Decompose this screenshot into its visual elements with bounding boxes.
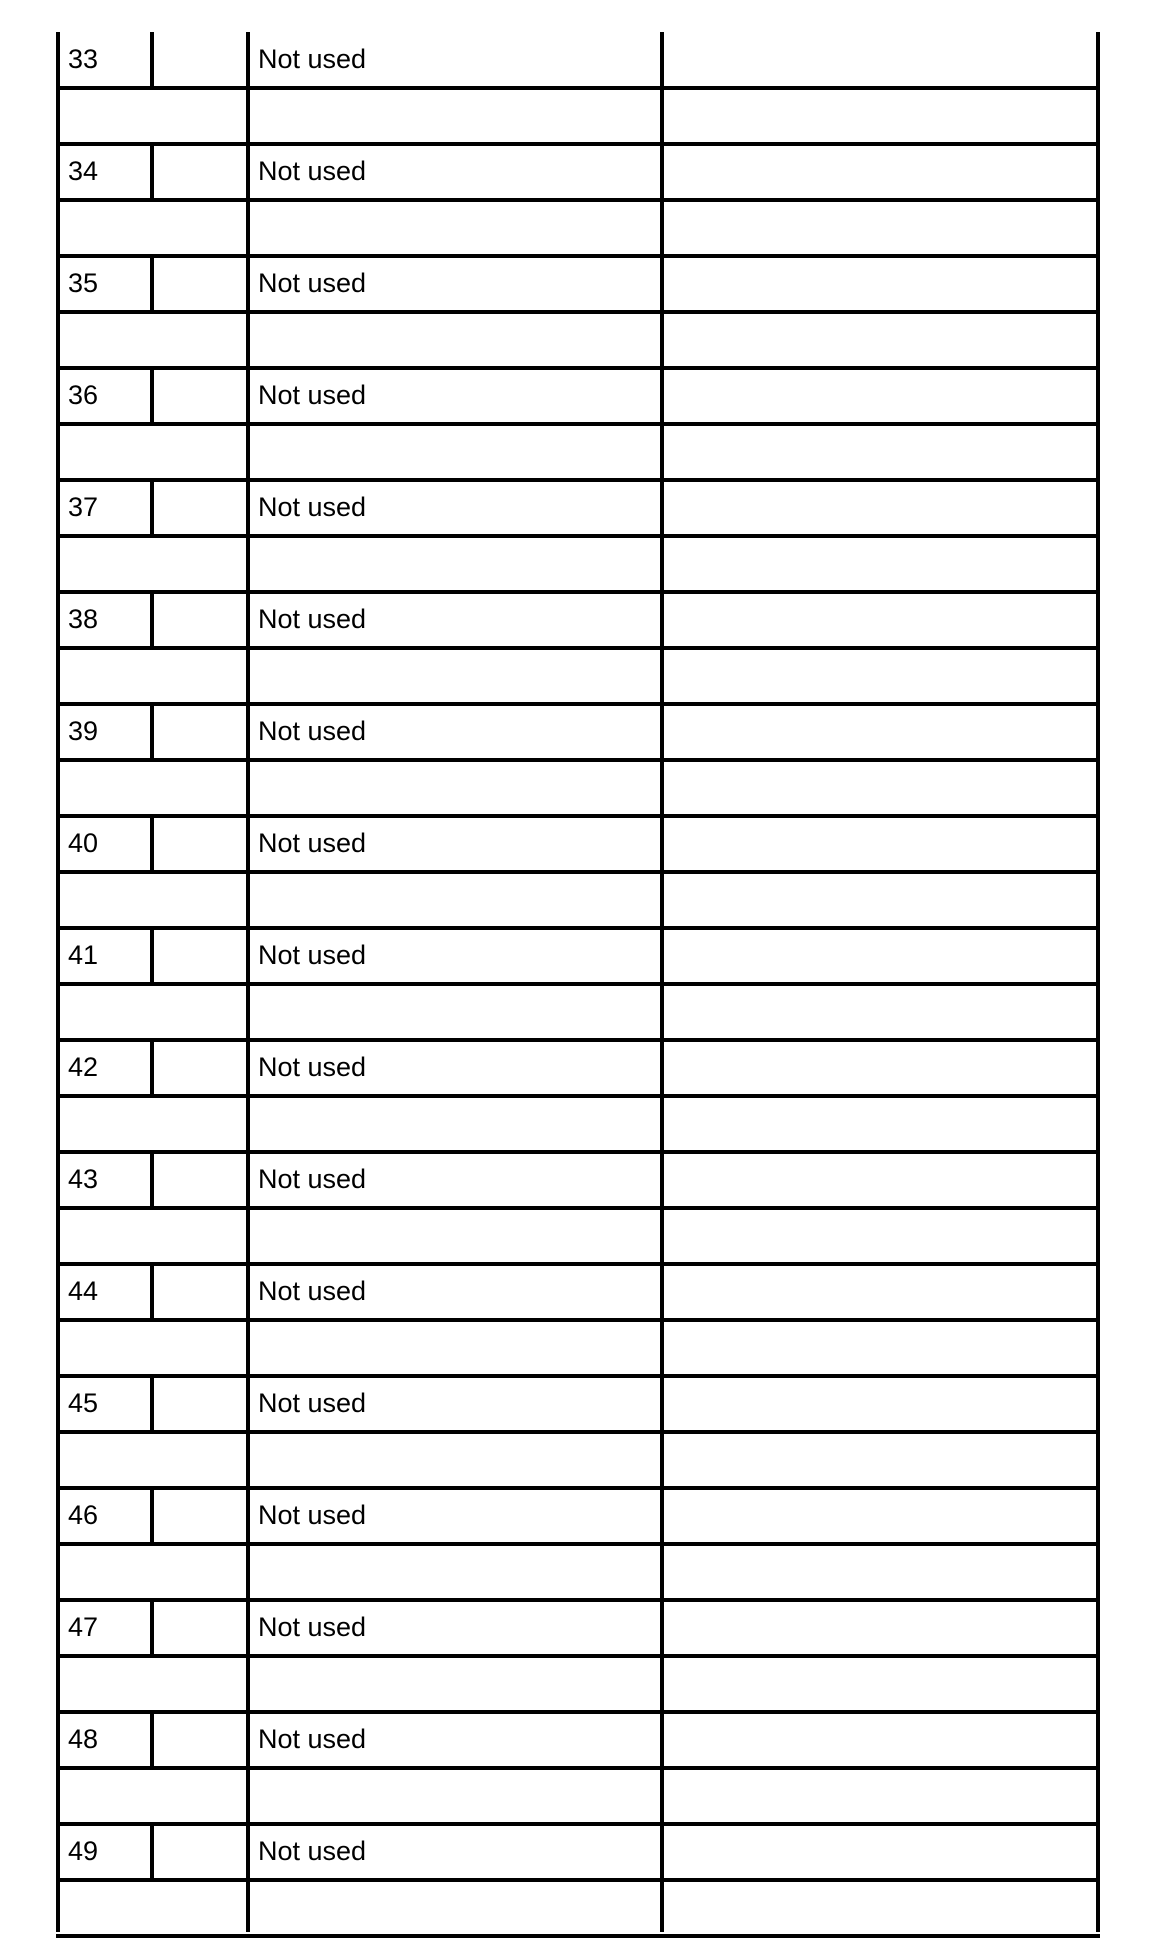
row-divider xyxy=(56,422,1100,426)
row-description: Not used xyxy=(258,828,367,858)
row-divider xyxy=(56,1430,1100,1434)
row-number: 35 xyxy=(68,268,99,298)
row-description: Not used xyxy=(258,1276,367,1306)
row-number: 46 xyxy=(68,1500,99,1530)
number-column-divider xyxy=(150,368,154,424)
row-description: Not used xyxy=(258,1500,367,1530)
number-column-divider xyxy=(150,256,154,312)
row-divider xyxy=(56,142,1100,146)
number-column-divider xyxy=(150,1488,154,1544)
row-description: Not used xyxy=(258,1164,367,1194)
row-divider xyxy=(56,1934,1100,1938)
row-divider xyxy=(56,870,1100,874)
row-description: Not used xyxy=(258,1612,367,1642)
row-divider xyxy=(56,198,1100,202)
number-column-divider xyxy=(150,1376,154,1432)
row-divider xyxy=(56,1598,1100,1602)
row-divider xyxy=(56,1262,1100,1266)
row-divider xyxy=(56,814,1100,818)
row-divider xyxy=(56,86,1100,90)
row-divider xyxy=(56,702,1100,706)
number-column-divider xyxy=(150,1152,154,1208)
row-number: 42 xyxy=(68,1052,99,1082)
row-number: 47 xyxy=(68,1612,99,1642)
row-divider xyxy=(56,646,1100,650)
row-divider xyxy=(56,1318,1100,1322)
number-column-divider xyxy=(150,32,154,88)
row-description: Not used xyxy=(258,1724,367,1754)
number-column-divider xyxy=(150,1712,154,1768)
number-column-divider xyxy=(150,144,154,200)
row-description: Not used xyxy=(258,156,367,186)
row-number: 41 xyxy=(68,940,99,970)
row-divider xyxy=(56,310,1100,314)
row-divider xyxy=(56,758,1100,762)
row-number: 34 xyxy=(68,156,99,186)
row-divider xyxy=(56,1150,1100,1154)
number-column-divider xyxy=(150,704,154,760)
row-divider xyxy=(56,982,1100,986)
row-divider xyxy=(56,478,1100,482)
row-number: 48 xyxy=(68,1724,99,1754)
number-column-divider xyxy=(150,1264,154,1320)
row-number: 36 xyxy=(68,380,99,410)
row-divider xyxy=(56,1878,1100,1882)
row-description: Not used xyxy=(258,44,367,74)
row-divider xyxy=(56,590,1100,594)
number-column-divider xyxy=(150,1600,154,1656)
row-divider xyxy=(56,1374,1100,1378)
row-divider xyxy=(56,1710,1100,1714)
row-divider xyxy=(56,1094,1100,1098)
row-description: Not used xyxy=(258,1836,367,1866)
row-divider xyxy=(56,1542,1100,1546)
row-divider xyxy=(56,1822,1100,1826)
row-divider xyxy=(56,1654,1100,1658)
row-number: 33 xyxy=(68,44,99,74)
row-number: 40 xyxy=(68,828,99,858)
row-number: 49 xyxy=(68,1836,99,1866)
row-number: 37 xyxy=(68,492,99,522)
row-divider xyxy=(56,926,1100,930)
row-description: Not used xyxy=(258,492,367,522)
number-column-divider xyxy=(150,1040,154,1096)
row-description: Not used xyxy=(258,604,367,634)
row-number: 39 xyxy=(68,716,99,746)
row-number: 44 xyxy=(68,1276,99,1306)
row-number: 38 xyxy=(68,604,99,634)
number-column-divider xyxy=(150,592,154,648)
number-column-divider xyxy=(150,928,154,984)
row-description: Not used xyxy=(258,1052,367,1082)
row-divider xyxy=(56,1486,1100,1490)
number-column-divider xyxy=(150,1824,154,1880)
row-divider xyxy=(56,534,1100,538)
row-number: 45 xyxy=(68,1388,99,1418)
number-column-divider xyxy=(150,480,154,536)
row-divider xyxy=(56,1206,1100,1210)
row-description: Not used xyxy=(258,716,367,746)
row-divider xyxy=(56,1038,1100,1042)
row-divider xyxy=(56,254,1100,258)
row-divider xyxy=(56,1766,1100,1770)
row-description: Not used xyxy=(258,1388,367,1418)
row-description: Not used xyxy=(258,268,367,298)
row-description: Not used xyxy=(258,940,367,970)
row-description: Not used xyxy=(258,380,367,410)
row-divider xyxy=(56,366,1100,370)
number-column-divider xyxy=(150,816,154,872)
row-number: 43 xyxy=(68,1164,99,1194)
